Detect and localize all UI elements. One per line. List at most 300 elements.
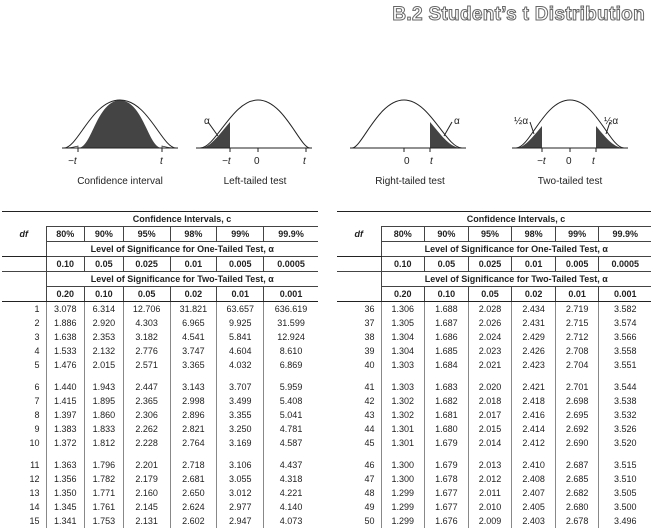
critical-value-cell: 3.544 (599, 380, 651, 394)
critical-value-cell: 1.299 (381, 486, 425, 500)
one-tailed-alpha-cell: 0.025 (123, 257, 170, 272)
critical-value-cell: 1.687 (425, 316, 469, 330)
one-tailed-values-row (337, 257, 651, 272)
one-tailed-alpha-cell: 0.005 (217, 257, 264, 272)
critical-value-cell: 12.706 (123, 302, 170, 317)
critical-value-cell: 2.145 (123, 500, 170, 514)
critical-value-cell: 3.505 (599, 486, 651, 500)
critical-value-cell: 4.032 (217, 358, 264, 372)
df-cell: 42 (364, 396, 375, 406)
page-title: B.2 Student’s t Distribution (392, 4, 645, 25)
critical-value-cell: 2.028 (468, 302, 512, 317)
one-tailed-alpha-cell: 0.05 (425, 257, 469, 272)
ci-header: Confidence Intervals, c (46, 212, 318, 227)
critical-value-cell: 2.431 (512, 316, 556, 330)
critical-value-cell: 3.499 (217, 394, 264, 408)
df-cell: 10 (29, 438, 40, 448)
critical-value-cell: 3.355 (217, 408, 264, 422)
critical-value-cell: 2.920 (85, 316, 124, 330)
two-tailed-alpha-cell: 0.20 (381, 287, 425, 302)
fig2-zero: 0 (254, 156, 260, 167)
critical-value-cell: 2.681 (170, 472, 217, 486)
one-tailed-header: Level of Significance for One-Tailed Test, α (381, 242, 651, 257)
one-tailed-alpha-cell: 0.10 (381, 257, 425, 272)
conf-level-cell: 99% (217, 227, 264, 242)
critical-value-cell: 1.681 (425, 408, 469, 422)
critical-value-cell: 2.024 (468, 330, 512, 344)
critical-value-cell: 2.678 (555, 514, 599, 528)
critical-value-cell: 1.895 (85, 394, 124, 408)
two-tailed-alpha-cell: 0.10 (85, 287, 124, 302)
two-tailed-alpha-cell: 0.10 (425, 287, 469, 302)
critical-value-cell: 1.300 (381, 472, 425, 486)
critical-value-cell: 2.685 (555, 472, 599, 486)
critical-value-cell: 3.365 (170, 358, 217, 372)
critical-value-cell: 3.526 (599, 422, 651, 436)
critical-value-cell: 3.250 (217, 422, 264, 436)
critical-value-cell: 2.201 (123, 458, 170, 472)
critical-value-cell: 2.365 (123, 394, 170, 408)
critical-value-cell: 2.009 (468, 514, 512, 528)
one-tailed-header: Level of Significance for One-Tailed Test, α (46, 242, 318, 257)
critical-value-cell: 3.078 (46, 302, 85, 317)
critical-value-cell: 4.437 (264, 458, 318, 472)
fig4-zero: 0 (566, 156, 572, 167)
critical-value-cell: 4.140 (264, 500, 318, 514)
critical-value-cell: 2.701 (555, 380, 599, 394)
critical-value-cell: 3.707 (217, 380, 264, 394)
critical-value-cell: 1.304 (381, 344, 425, 358)
critical-value-cell: 31.821 (170, 302, 217, 317)
table-row (337, 330, 651, 344)
critical-value-cell: 2.998 (170, 394, 217, 408)
table-row (337, 436, 651, 450)
table-row (2, 302, 318, 317)
critical-value-cell: 2.426 (512, 344, 556, 358)
df-cell: 50 (364, 516, 375, 526)
critical-value-cell: 2.013 (468, 458, 512, 472)
critical-value-cell: 9.925 (217, 316, 264, 330)
confidence-interval-curve (62, 92, 178, 156)
table-row (337, 472, 651, 486)
fig4-half-alpha-left: ½α (514, 116, 529, 127)
table-row (337, 344, 651, 358)
critical-value-cell: 5.041 (264, 408, 318, 422)
two-tailed-alpha-cell: 0.20 (46, 287, 85, 302)
confidence-interval-figure (62, 92, 178, 156)
critical-value-cell: 2.015 (85, 358, 124, 372)
df-cell: 7 (34, 396, 40, 406)
critical-value-cell: 2.821 (170, 422, 217, 436)
two-tailed-alpha-cell: 0.02 (512, 287, 556, 302)
critical-value-cell: 1.943 (85, 380, 124, 394)
row-group-gap (337, 372, 651, 380)
table-row (337, 500, 651, 514)
critical-value-cell: 2.418 (512, 394, 556, 408)
df-cell: 13 (29, 488, 40, 498)
two-tailed-alpha-cell: 0.01 (555, 287, 599, 302)
critical-value-cell: 2.692 (555, 422, 599, 436)
critical-value-cell: 1.753 (85, 514, 124, 528)
df-header: df (337, 212, 381, 257)
critical-value-cell: 1.415 (46, 394, 85, 408)
df-cell: 6 (34, 382, 40, 392)
critical-value-cell: 3.496 (599, 514, 651, 528)
critical-value-cell: 1.350 (46, 486, 85, 500)
critical-value-cell: 2.698 (555, 394, 599, 408)
conf-level-cell: 95% (123, 227, 170, 242)
table-row (337, 380, 651, 394)
fig4-neg-t: −t (537, 156, 546, 167)
df-cell: 14 (29, 502, 40, 512)
critical-value-cell: 2.896 (170, 408, 217, 422)
critical-value-cell: 1.679 (425, 458, 469, 472)
critical-value-cell: 2.695 (555, 408, 599, 422)
df-cell: 9 (34, 424, 40, 434)
critical-value-cell: 1.302 (381, 408, 425, 422)
critical-value-cell: 4.073 (264, 514, 318, 528)
critical-value-cell: 1.440 (46, 380, 85, 394)
critical-value-cell: 1.301 (381, 422, 425, 436)
t-table-right (337, 211, 651, 528)
critical-value-cell: 2.718 (170, 458, 217, 472)
critical-value-cell: 2.602 (170, 514, 217, 528)
fig2-alpha: α (204, 116, 210, 127)
critical-value-cell: 3.143 (170, 380, 217, 394)
critical-value-cell: 1.341 (46, 514, 85, 528)
critical-value-cell: 1.306 (381, 302, 425, 317)
critical-value-cell: 12.924 (264, 330, 318, 344)
critical-value-cell: 1.688 (425, 302, 469, 317)
critical-value-cell: 2.262 (123, 422, 170, 436)
fig3-caption: Right-tailed test (375, 176, 445, 187)
critical-value-cell: 2.421 (512, 380, 556, 394)
critical-value-cell: 2.719 (555, 302, 599, 317)
critical-value-cell: 2.132 (85, 344, 124, 358)
critical-value-cell: 1.886 (46, 316, 85, 330)
critical-value-cell: 2.977 (217, 500, 264, 514)
critical-value-cell: 2.712 (555, 330, 599, 344)
critical-value-cell: 6.314 (85, 302, 124, 317)
critical-value-cell: 4.221 (264, 486, 318, 500)
critical-value-cell: 2.690 (555, 436, 599, 450)
critical-value-cell: 3.551 (599, 358, 651, 372)
table-row (2, 394, 318, 408)
fig1-neg-t: −t (68, 156, 77, 167)
table-row (337, 408, 651, 422)
table-row (337, 394, 651, 408)
right-tailed-figure (350, 92, 466, 156)
critical-value-cell: 2.571 (123, 358, 170, 372)
fig1-caption: Confidence interval (77, 176, 163, 187)
critical-value-cell: 5.959 (264, 380, 318, 394)
table-row (2, 436, 318, 450)
fig4-half-alpha-right: ½α (604, 116, 619, 127)
critical-value-cell: 3.558 (599, 344, 651, 358)
conf-level-cell: 90% (85, 227, 124, 242)
critical-value-cell: 2.306 (123, 408, 170, 422)
critical-value-cell: 2.020 (468, 380, 512, 394)
table-row (2, 358, 318, 372)
left-tailed-figure (196, 92, 312, 156)
df-cell: 46 (364, 460, 375, 470)
critical-value-cell: 6.965 (170, 316, 217, 330)
table-row (2, 316, 318, 330)
critical-value-cell: 2.405 (512, 500, 556, 514)
df-cell: 4 (34, 346, 40, 356)
df-cell: 40 (364, 360, 375, 370)
table-row (2, 486, 318, 500)
critical-value-cell: 4.541 (170, 330, 217, 344)
critical-value-cell: 2.011 (468, 486, 512, 500)
critical-value-cell: 1.345 (46, 500, 85, 514)
critical-value-cell: 3.182 (123, 330, 170, 344)
critical-value-cell: 6.869 (264, 358, 318, 372)
table-row (2, 330, 318, 344)
conf-level-row (337, 227, 651, 242)
critical-value-cell: 3.520 (599, 436, 651, 450)
critical-value-cell: 1.303 (381, 380, 425, 394)
critical-value-cell: 1.300 (381, 458, 425, 472)
critical-value-cell: 2.407 (512, 486, 556, 500)
critical-value-cell: 3.500 (599, 500, 651, 514)
df-cell: 15 (29, 516, 40, 526)
two-tailed-alpha-cell: 0.05 (468, 287, 512, 302)
one-tailed-alpha-cell: 0.0005 (264, 257, 318, 272)
df-cell: 8 (34, 410, 40, 420)
critical-value-cell: 2.403 (512, 514, 556, 528)
critical-value-cell: 2.447 (123, 380, 170, 394)
critical-value-cell: 1.299 (381, 514, 425, 528)
fig3-alpha: α (454, 116, 460, 127)
df-cell: 37 (364, 318, 375, 328)
two-tailed-alpha-cell: 0.001 (264, 287, 318, 302)
one-tailed-alpha-cell: 0.01 (170, 257, 217, 272)
row-group-gap (337, 450, 651, 458)
critical-value-cell: 63.657 (217, 302, 264, 317)
conf-level-cell: 80% (46, 227, 85, 242)
critical-value-cell: 1.301 (381, 436, 425, 450)
critical-value-cell: 1.383 (46, 422, 85, 436)
df-cell: 38 (364, 332, 375, 342)
critical-value-cell: 2.416 (512, 408, 556, 422)
df-cell: 12 (29, 474, 40, 484)
table-row (337, 422, 651, 436)
critical-value-cell: 2.408 (512, 472, 556, 486)
critical-value-cell: 1.533 (46, 344, 85, 358)
critical-value-cell: 3.012 (217, 486, 264, 500)
critical-value-cell: 1.302 (381, 394, 425, 408)
critical-value-cell: 3.582 (599, 302, 651, 317)
fig2-neg-t: −t (222, 156, 231, 167)
critical-value-cell: 636.619 (264, 302, 318, 317)
critical-value-cell: 1.771 (85, 486, 124, 500)
critical-value-cell: 2.434 (512, 302, 556, 317)
critical-value-cell: 2.026 (468, 316, 512, 330)
table-row (337, 458, 651, 472)
critical-value-cell: 5.408 (264, 394, 318, 408)
critical-value-cell: 2.010 (468, 500, 512, 514)
critical-value-cell: 1.363 (46, 458, 85, 472)
table-row (2, 422, 318, 436)
table-row (2, 500, 318, 514)
critical-value-cell: 2.015 (468, 422, 512, 436)
one-tailed-alpha-cell: 0.10 (46, 257, 85, 272)
right-tailed-curve (350, 92, 466, 156)
critical-value-cell: 1.305 (381, 316, 425, 330)
one-tailed-alpha-cell: 0.05 (85, 257, 124, 272)
critical-value-cell: 2.624 (170, 500, 217, 514)
conf-level-cell: 98% (512, 227, 556, 242)
ci-header: Confidence Intervals, c (381, 212, 651, 227)
critical-value-cell: 1.299 (381, 500, 425, 514)
fig4-caption: Two-tailed test (537, 176, 603, 187)
critical-value-cell: 4.303 (123, 316, 170, 330)
critical-value-cell: 4.587 (264, 436, 318, 450)
t-table-left (2, 211, 318, 528)
critical-value-cell: 2.014 (468, 436, 512, 450)
fig2-caption: Left-tailed test (223, 176, 287, 187)
left-tailed-curve (196, 92, 312, 156)
critical-value-cell: 2.715 (555, 316, 599, 330)
one-tailed-alpha-cell: 0.0005 (599, 257, 651, 272)
conf-level-cell: 90% (425, 227, 469, 242)
fig3-zero: 0 (404, 156, 410, 167)
critical-value-cell: 2.023 (468, 344, 512, 358)
critical-value-cell: 3.106 (217, 458, 264, 472)
two-tailed-alpha-cell: 0.05 (123, 287, 170, 302)
critical-value-cell: 4.604 (217, 344, 264, 358)
fig4-t: t (592, 156, 595, 167)
df-cell: 5 (34, 360, 40, 370)
df-cell: 43 (364, 410, 375, 420)
df-cell: 48 (364, 488, 375, 498)
critical-value-cell: 1.677 (425, 500, 469, 514)
fig3-t: t (430, 156, 433, 167)
critical-value-cell: 1.683 (425, 380, 469, 394)
df-cell: 36 (364, 304, 375, 314)
critical-value-cell: 1.682 (425, 394, 469, 408)
critical-value-cell: 2.017 (468, 408, 512, 422)
critical-value-cell: 1.372 (46, 436, 85, 450)
df-header: df (2, 212, 46, 257)
fig1-t: t (160, 156, 163, 167)
critical-value-cell: 1.782 (85, 472, 124, 486)
fig2-t: t (303, 156, 306, 167)
critical-value-cell: 3.532 (599, 408, 651, 422)
conf-level-cell: 80% (381, 227, 425, 242)
critical-value-cell: 4.318 (264, 472, 318, 486)
critical-value-cell: 2.179 (123, 472, 170, 486)
table-row (2, 472, 318, 486)
one-tailed-alpha-cell: 0.025 (468, 257, 512, 272)
critical-value-cell: 2.764 (170, 436, 217, 450)
critical-value-cell: 4.781 (264, 422, 318, 436)
critical-value-cell: 1.303 (381, 358, 425, 372)
conf-level-cell: 98% (170, 227, 217, 242)
critical-value-cell: 2.704 (555, 358, 599, 372)
df-cell: 49 (364, 502, 375, 512)
df-cell: 47 (364, 474, 375, 484)
two-tailed-header: Level of Significance for Two-Tailed Test, α (46, 272, 318, 287)
critical-value-cell: 2.412 (512, 436, 556, 450)
critical-value-cell: 1.686 (425, 330, 469, 344)
critical-value-cell: 2.160 (123, 486, 170, 500)
critical-value-cell: 2.228 (123, 436, 170, 450)
critical-value-cell: 1.680 (425, 422, 469, 436)
critical-value-cell: 2.682 (555, 486, 599, 500)
two-tailed-header: Level of Significance for Two-Tailed Test, α (381, 272, 651, 287)
critical-value-cell: 1.761 (85, 500, 124, 514)
critical-value-cell: 1.684 (425, 358, 469, 372)
critical-value-cell: 1.304 (381, 330, 425, 344)
critical-value-cell: 2.429 (512, 330, 556, 344)
critical-value-cell: 2.650 (170, 486, 217, 500)
critical-value-cell: 3.538 (599, 394, 651, 408)
table-row (337, 514, 651, 528)
critical-value-cell: 2.423 (512, 358, 556, 372)
critical-value-cell: 2.776 (123, 344, 170, 358)
critical-value-cell: 2.012 (468, 472, 512, 486)
critical-value-cell: 2.353 (85, 330, 124, 344)
conf-level-cell: 99.9% (264, 227, 318, 242)
df-cell: 39 (364, 346, 375, 356)
conf-level-cell: 99.9% (599, 227, 651, 242)
critical-value-cell: 31.599 (264, 316, 318, 330)
table-row (337, 358, 651, 372)
critical-value-cell: 2.680 (555, 500, 599, 514)
critical-value-cell: 3.566 (599, 330, 651, 344)
df-cell: 45 (364, 438, 375, 448)
one-tailed-alpha-cell: 0.01 (512, 257, 556, 272)
critical-value-cell: 2.414 (512, 422, 556, 436)
critical-value-cell: 2.018 (468, 394, 512, 408)
one-tailed-values-row (2, 257, 318, 272)
critical-value-cell: 3.574 (599, 316, 651, 330)
critical-value-cell: 2.947 (217, 514, 264, 528)
critical-value-cell: 2.021 (468, 358, 512, 372)
critical-value-cell: 1.638 (46, 330, 85, 344)
critical-value-cell: 1.476 (46, 358, 85, 372)
table-row (2, 458, 318, 472)
critical-value-cell: 3.747 (170, 344, 217, 358)
table-row (2, 344, 318, 358)
critical-value-cell: 1.677 (425, 486, 469, 500)
critical-value-cell: 1.397 (46, 408, 85, 422)
critical-value-cell: 1.356 (46, 472, 85, 486)
conf-level-row (2, 227, 318, 242)
table-row (2, 514, 318, 528)
two-tailed-alpha-cell: 0.001 (599, 287, 651, 302)
critical-value-cell: 1.676 (425, 514, 469, 528)
df-cell: 44 (364, 424, 375, 434)
two-tailed-values-row (337, 287, 651, 302)
critical-value-cell: 1.678 (425, 472, 469, 486)
two-tailed-values-row (2, 287, 318, 302)
critical-value-cell: 2.131 (123, 514, 170, 528)
row-group-gap (2, 450, 318, 458)
critical-value-cell: 3.510 (599, 472, 651, 486)
critical-value-cell: 1.860 (85, 408, 124, 422)
critical-value-cell: 3.055 (217, 472, 264, 486)
critical-value-cell: 1.833 (85, 422, 124, 436)
two-tailed-alpha-cell: 0.02 (170, 287, 217, 302)
table-row (337, 302, 651, 317)
table-row (2, 380, 318, 394)
critical-value-cell: 3.515 (599, 458, 651, 472)
df-cell: 1 (34, 304, 40, 314)
critical-value-cell: 3.169 (217, 436, 264, 450)
